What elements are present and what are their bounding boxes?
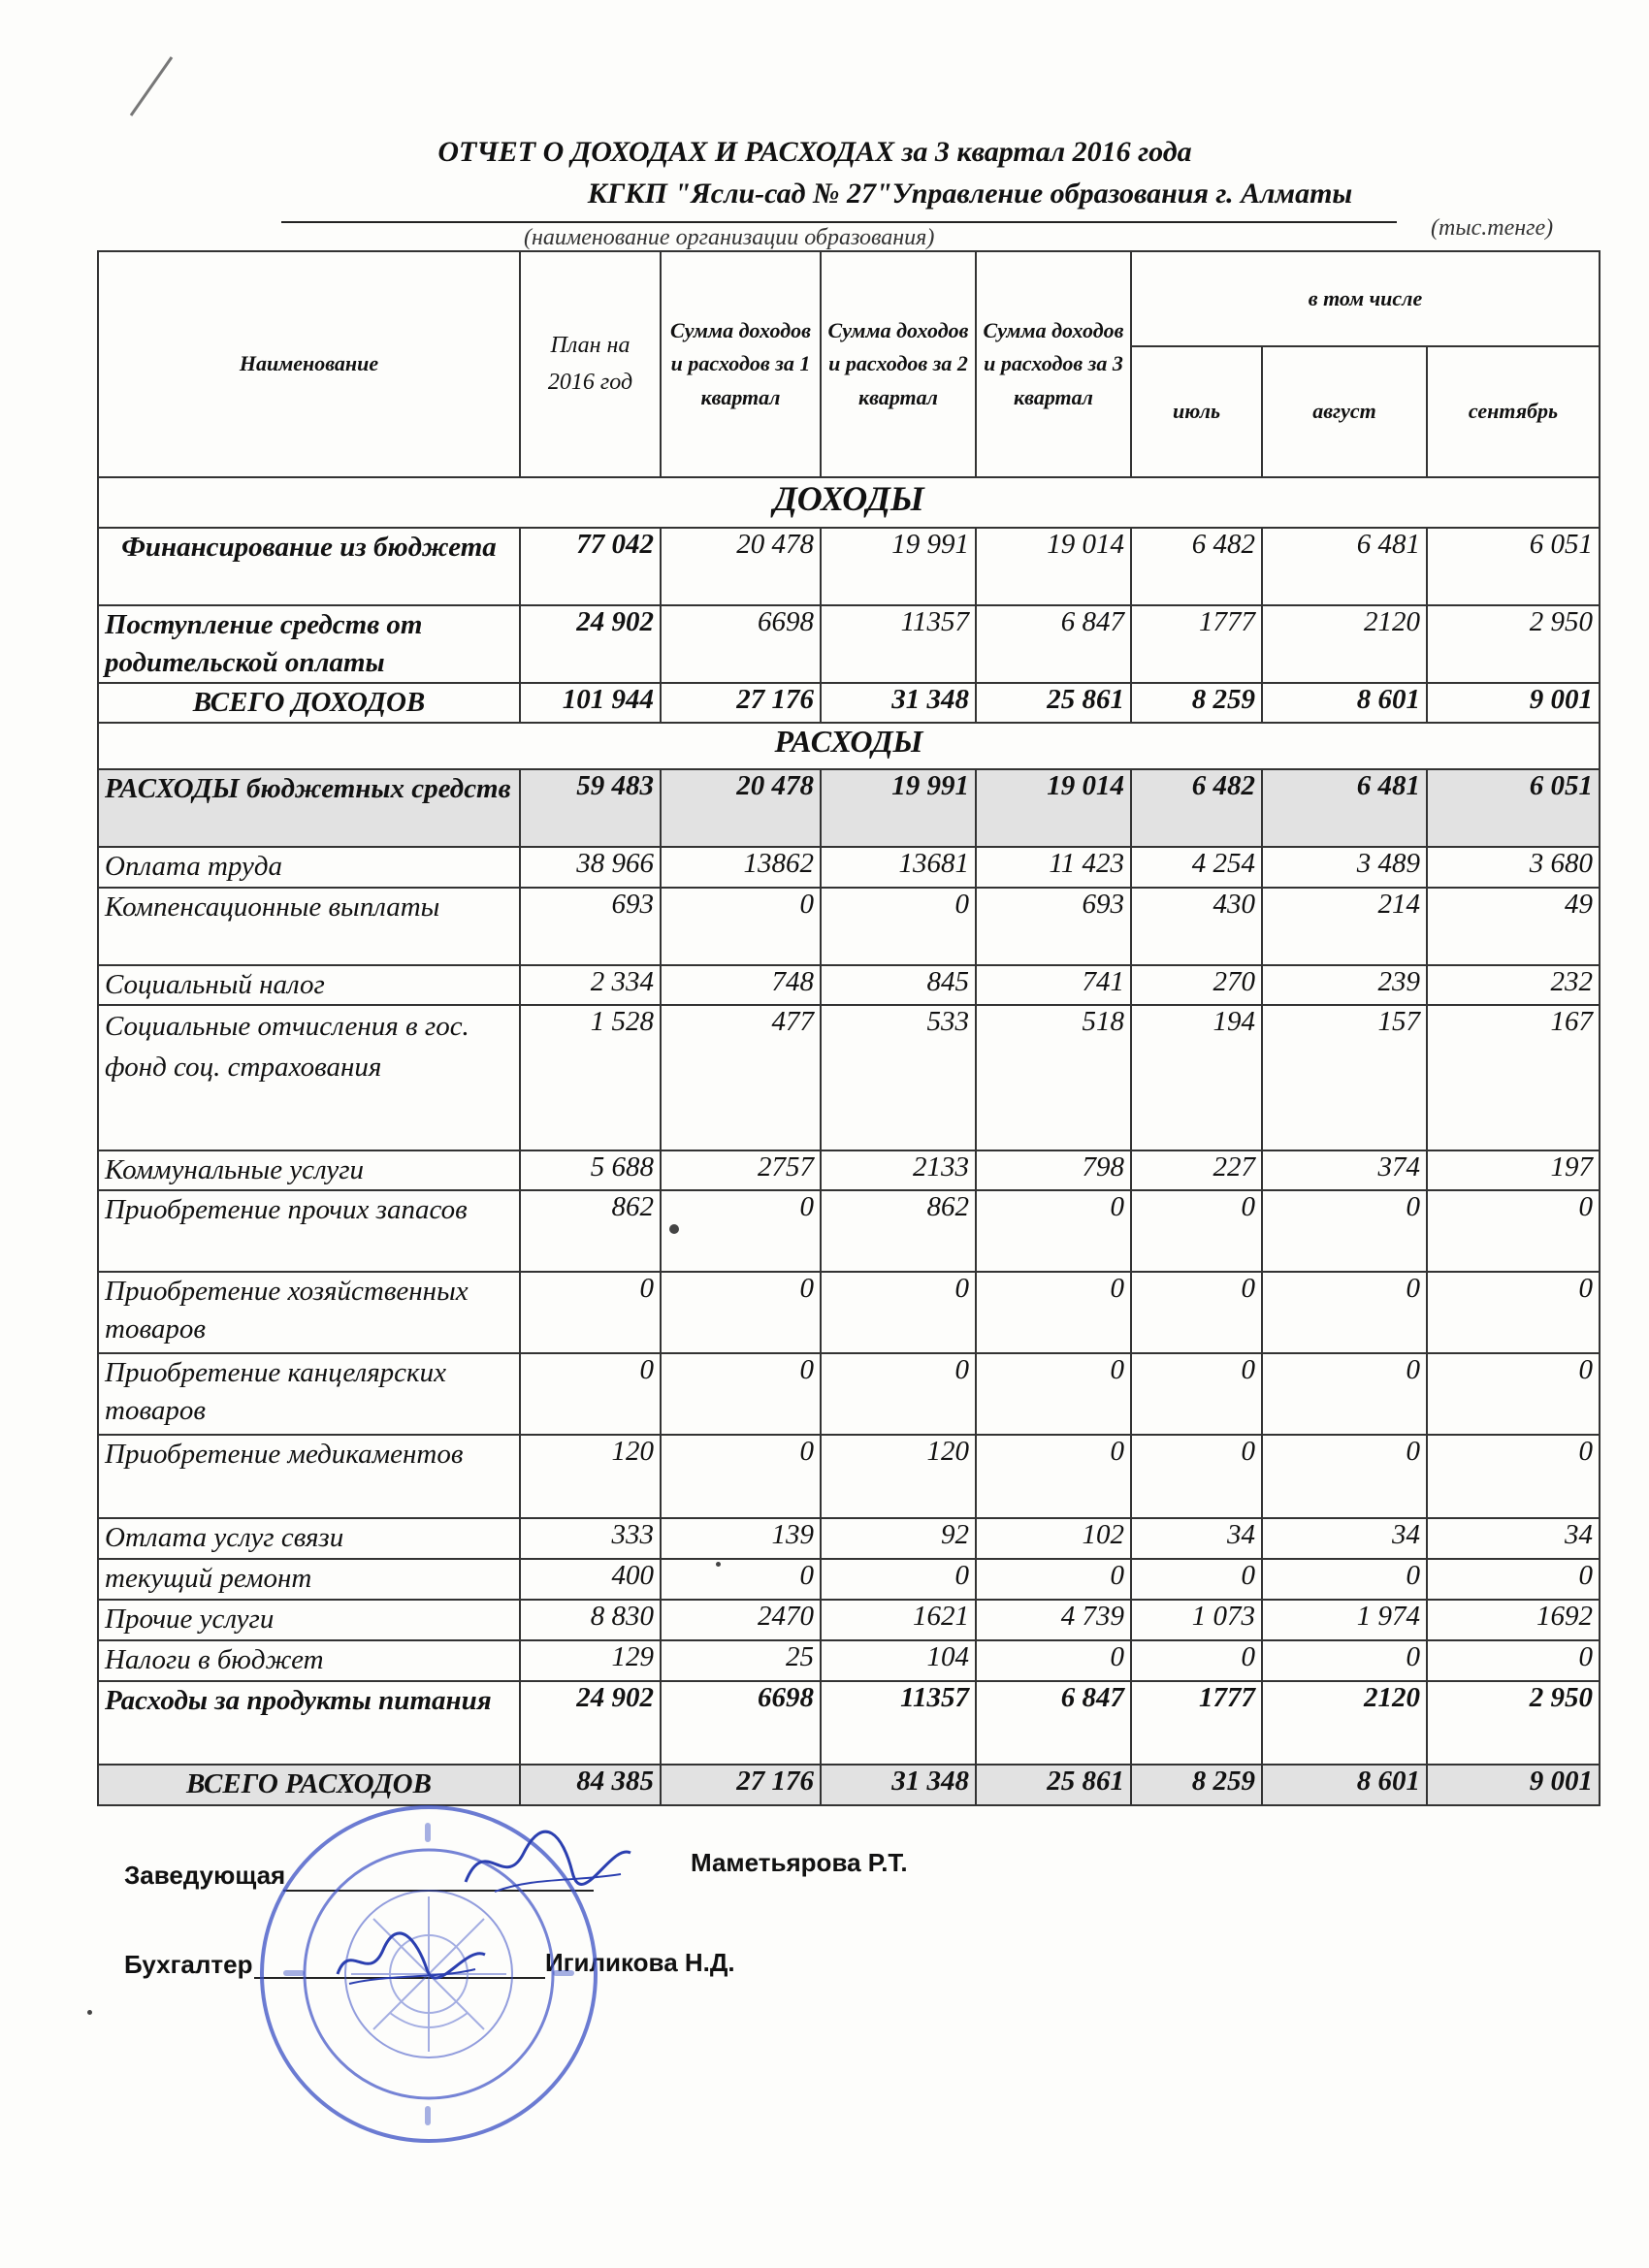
row-name: Приобретение медикаментов [98, 1435, 520, 1518]
cell-plan: 8 830 [520, 1600, 661, 1640]
cell-q3: 25 861 [976, 683, 1131, 723]
cell-plan: 101 944 [520, 683, 661, 723]
cell-july: 1 073 [1131, 1600, 1262, 1640]
cell-q1: 0 [661, 1190, 821, 1272]
cell-q1: 25 [661, 1640, 821, 1681]
cell-q3: 19 014 [976, 528, 1131, 605]
cell-q2: 104 [821, 1640, 976, 1681]
cell-q3: 0 [976, 1640, 1131, 1681]
income-expense-table [97, 250, 1600, 1806]
expenses-section-title: РАСХОДЫ [98, 723, 1600, 769]
organization-caption: (наименование организации образования) [524, 225, 935, 250]
cell-july: 6 482 [1131, 528, 1262, 605]
cell-september: 0 [1427, 1435, 1600, 1518]
cell-q2: 19 991 [821, 528, 976, 605]
cell-july: 270 [1131, 965, 1262, 1005]
cell-q3: 0 [976, 1353, 1131, 1435]
cell-august: 8 601 [1262, 683, 1427, 723]
head-title: Заведующая [124, 1861, 286, 1890]
row-name: Налоги в бюджет [98, 1640, 520, 1681]
accountant-name: Игиликова Н.Д. [545, 1948, 735, 1977]
row-name: Отлата услуг связи [98, 1518, 520, 1559]
cell-july: 8 259 [1131, 1765, 1262, 1805]
cell-plan: 38 966 [520, 847, 661, 887]
cell-q3: 693 [976, 888, 1131, 965]
cell-july: 8 259 [1131, 683, 1262, 723]
cell-september: 0 [1427, 1559, 1600, 1600]
table-row [98, 1190, 1600, 1272]
row-name: Финансирование из бюджета [98, 528, 520, 605]
cell-plan: 77 042 [520, 528, 661, 605]
cell-q2: 845 [821, 965, 976, 1005]
cell-september: 197 [1427, 1150, 1600, 1190]
cell-q2: 2133 [821, 1150, 976, 1190]
cell-q2: 0 [821, 1559, 976, 1600]
row-name: Социальный налог [98, 965, 520, 1005]
cell-q3: 6 847 [976, 1681, 1131, 1765]
cell-q3: 518 [976, 1005, 1131, 1150]
cell-q3: 0 [976, 1190, 1131, 1272]
table-row [98, 1559, 1600, 1600]
cell-september: 0 [1427, 1640, 1600, 1681]
cell-q1: 477 [661, 1005, 821, 1150]
scan-speck [669, 1224, 679, 1234]
cell-q3: 0 [976, 1435, 1131, 1518]
cell-plan: 693 [520, 888, 661, 965]
cell-q2: 92 [821, 1518, 976, 1559]
cell-august: 2120 [1262, 605, 1427, 683]
cell-q3: 25 861 [976, 1765, 1131, 1805]
col-header-july: июль [1131, 346, 1262, 477]
cell-q2: 120 [821, 1435, 976, 1518]
cell-july: 1777 [1131, 605, 1262, 683]
cell-august: 1 974 [1262, 1600, 1427, 1640]
cell-september: 49 [1427, 888, 1600, 965]
cell-july: 1777 [1131, 1681, 1262, 1765]
cell-q2: 533 [821, 1005, 976, 1150]
col-header-including: в том числе [1131, 251, 1600, 346]
table-row [98, 965, 1600, 1005]
cell-q1: 2757 [661, 1150, 821, 1190]
cell-q1: 27 176 [661, 1765, 821, 1805]
cell-september: 6 051 [1427, 769, 1600, 847]
table-row [98, 1435, 1600, 1518]
table-row-total [98, 683, 1600, 723]
cell-august: 0 [1262, 1272, 1427, 1353]
cell-july: 4 254 [1131, 847, 1262, 887]
cell-august: 157 [1262, 1005, 1427, 1150]
head-name: Маметьярова Р.Т. [691, 1848, 908, 1877]
cell-september: 167 [1427, 1005, 1600, 1150]
cell-august: 6 481 [1262, 528, 1427, 605]
table-row [98, 1681, 1600, 1765]
cell-august: 374 [1262, 1150, 1427, 1190]
cell-august: 0 [1262, 1353, 1427, 1435]
cell-august: 8 601 [1262, 1765, 1427, 1805]
cell-q3: 0 [976, 1559, 1131, 1600]
cell-plan: 84 385 [520, 1765, 661, 1805]
cell-august: 34 [1262, 1518, 1427, 1559]
accountant-signature [330, 1926, 495, 1993]
cell-q2: 1621 [821, 1600, 976, 1640]
income-section-title: ДОХОДЫ [98, 477, 1600, 528]
cell-q3: 798 [976, 1150, 1131, 1190]
table-row [98, 1272, 1600, 1353]
cell-september: 9 001 [1427, 683, 1600, 723]
cell-q1: 2470 [661, 1600, 821, 1640]
cell-september: 1692 [1427, 1600, 1600, 1640]
cell-plan: 0 [520, 1353, 661, 1435]
cell-q1: 139 [661, 1518, 821, 1559]
cell-plan: 2 334 [520, 965, 661, 1005]
row-name: Оплата труда [98, 847, 520, 887]
row-name: Поступление средств от родительской оплаты [98, 605, 520, 683]
cell-july: 0 [1131, 1435, 1262, 1518]
cell-q2: 13681 [821, 847, 976, 887]
row-name: текущий ремонт [98, 1559, 520, 1600]
cell-q2: 31 348 [821, 683, 976, 723]
cell-september: 6 051 [1427, 528, 1600, 605]
cell-q3: 4 739 [976, 1600, 1131, 1640]
row-name: ВСЕГО ДОХОДОВ [98, 683, 520, 723]
cell-q1: 0 [661, 1353, 821, 1435]
cell-august: 239 [1262, 965, 1427, 1005]
row-name: Приобретение прочих запасов [98, 1190, 520, 1272]
cell-august: 0 [1262, 1190, 1427, 1272]
table-row [98, 1005, 1600, 1150]
cell-september: 232 [1427, 965, 1600, 1005]
cell-plan: 24 902 [520, 605, 661, 683]
cell-july: 0 [1131, 1353, 1262, 1435]
scan-speck [87, 2010, 92, 2015]
cell-q2: 31 348 [821, 1765, 976, 1805]
row-name: Приобретение хозяйственных товаров [98, 1272, 520, 1353]
cell-august: 0 [1262, 1435, 1427, 1518]
cell-q2: 11357 [821, 605, 976, 683]
cell-july: 227 [1131, 1150, 1262, 1190]
cell-q2: 11357 [821, 1681, 976, 1765]
cell-q3: 6 847 [976, 605, 1131, 683]
cell-plan: 862 [520, 1190, 661, 1272]
cell-plan: 59 483 [520, 769, 661, 847]
cell-september: 3 680 [1427, 847, 1600, 887]
cell-august: 0 [1262, 1559, 1427, 1600]
cell-q2: 0 [821, 888, 976, 965]
cell-q1: 748 [661, 965, 821, 1005]
report-title: ОТЧЕТ О ДОХОДАХ И РАСХОДАХ за 3 квартал 2016 года [437, 136, 1192, 168]
head-signature [456, 1824, 640, 1901]
cell-august: 2120 [1262, 1681, 1427, 1765]
cell-august: 3 489 [1262, 847, 1427, 887]
cell-september: 9 001 [1427, 1765, 1600, 1805]
cell-september: 0 [1427, 1190, 1600, 1272]
accountant-title: Бухгалтер [124, 1950, 253, 1979]
row-name: Расходы за продукты питания [98, 1681, 520, 1765]
cell-september: 0 [1427, 1353, 1600, 1435]
cell-plan: 333 [520, 1518, 661, 1559]
cell-plan: 1 528 [520, 1005, 661, 1150]
units-label: (тыс.тенге) [1431, 215, 1554, 241]
cell-q1: 20 478 [661, 528, 821, 605]
cell-august: 214 [1262, 888, 1427, 965]
cell-q1: 0 [661, 1435, 821, 1518]
table-row [98, 888, 1600, 965]
cell-q1: 0 [661, 1559, 821, 1600]
cell-q3: 102 [976, 1518, 1131, 1559]
col-header-q1: Сумма доходов и расходов за 1 квартал [661, 251, 821, 477]
col-header-september: сентябрь [1427, 346, 1600, 477]
cell-july: 34 [1131, 1518, 1262, 1559]
cell-plan: 400 [520, 1559, 661, 1600]
row-name: ВСЕГО РАСХОДОВ [98, 1765, 520, 1805]
cell-plan: 0 [520, 1272, 661, 1353]
cell-q1: 0 [661, 888, 821, 965]
cell-july: 0 [1131, 1559, 1262, 1600]
cell-q3: 11 423 [976, 847, 1131, 887]
cell-q2: 19 991 [821, 769, 976, 847]
col-header-q3: Сумма доходов и расходов за 3 квартал [976, 251, 1131, 477]
cell-q1: 0 [661, 1272, 821, 1353]
cell-q1: 13862 [661, 847, 821, 887]
cell-july: 6 482 [1131, 769, 1262, 847]
pen-mark [121, 53, 179, 121]
table-row [98, 1640, 1600, 1681]
row-name: РАСХОДЫ бюджетных средств [98, 769, 520, 847]
cell-september: 2 950 [1427, 605, 1600, 683]
row-name: Компенсационные выплаты [98, 888, 520, 965]
cell-july: 194 [1131, 1005, 1262, 1150]
col-header-august: август [1262, 346, 1427, 477]
cell-plan: 120 [520, 1435, 661, 1518]
cell-plan: 129 [520, 1640, 661, 1681]
cell-july: 0 [1131, 1190, 1262, 1272]
title-underline [281, 221, 1397, 223]
row-name: Коммунальные услуги [98, 1150, 520, 1190]
col-header-name: Наименование [98, 251, 520, 477]
row-name: Прочие услуги [98, 1600, 520, 1640]
cell-july: 430 [1131, 888, 1262, 965]
table-row [98, 605, 1600, 683]
cell-plan: 5 688 [520, 1150, 661, 1190]
cell-q1: 6698 [661, 1681, 821, 1765]
cell-q1: 20 478 [661, 769, 821, 847]
cell-q2: 0 [821, 1272, 976, 1353]
cell-q1: 6698 [661, 605, 821, 683]
cell-september: 34 [1427, 1518, 1600, 1559]
table-row [98, 1600, 1600, 1640]
cell-q3: 0 [976, 1272, 1131, 1353]
cell-august: 6 481 [1262, 769, 1427, 847]
cell-july: 0 [1131, 1640, 1262, 1681]
cell-q3: 19 014 [976, 769, 1131, 847]
cell-plan: 24 902 [520, 1681, 661, 1765]
cell-q1: 27 176 [661, 683, 821, 723]
cell-august: 0 [1262, 1640, 1427, 1681]
table-row [98, 847, 1600, 887]
col-header-plan: План на 2016 год [520, 251, 661, 477]
cell-q3: 741 [976, 965, 1131, 1005]
cell-q2: 0 [821, 1353, 976, 1435]
table-row [98, 1150, 1600, 1190]
cell-july: 0 [1131, 1272, 1262, 1353]
table-row [98, 1353, 1600, 1435]
table-row [98, 528, 1600, 605]
scan-speck [716, 1562, 721, 1567]
table-row [98, 1518, 1600, 1559]
table-row [98, 769, 1600, 847]
cell-q2: 862 [821, 1190, 976, 1272]
organization-name: КГКП "Ясли-сад № 27"Управление образования г. Алматы [587, 178, 1353, 210]
cell-september: 2 950 [1427, 1681, 1600, 1765]
col-header-q2: Сумма доходов и расходов за 2 квартал [821, 251, 976, 477]
row-name: Приобретение канцелярских товаров [98, 1353, 520, 1435]
row-name: Социальные отчисления в гос. фонд соц. страхования [98, 1005, 520, 1150]
cell-september: 0 [1427, 1272, 1600, 1353]
